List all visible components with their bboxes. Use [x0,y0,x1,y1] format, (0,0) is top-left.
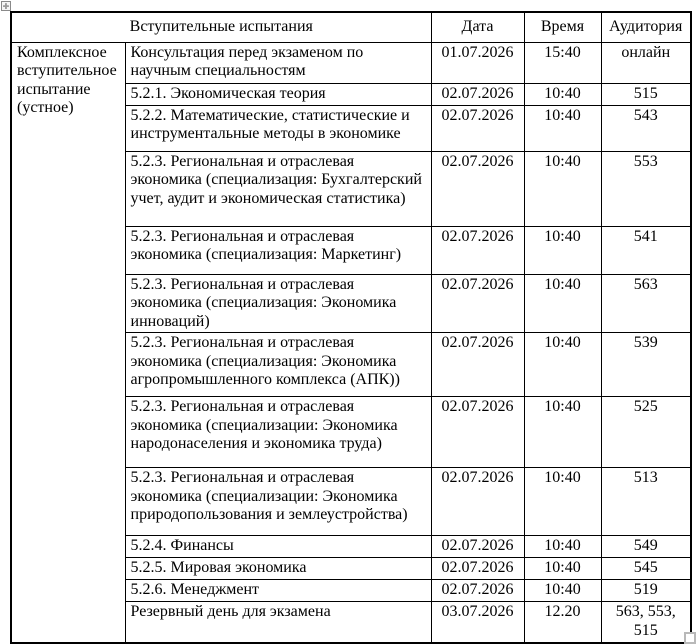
cell-exam-name[interactable]: 5.2.3. Региональная и отраслевая экономика (специализация: Бухгалтерский учет, аудит и экономическая статистика) [125,151,431,226]
cell-time[interactable]: 10:40 [524,580,601,602]
header-room[interactable]: Аудитория [601,12,691,42]
cell-date[interactable]: 02.07.2026 [431,468,524,536]
cell-exam-name[interactable]: Консультация перед экзаменом по научным специальностям [125,42,431,83]
cell-room[interactable]: 515 [601,83,691,105]
header-time[interactable]: Время [524,12,601,42]
header-date[interactable]: Дата [431,12,524,42]
cell-date[interactable]: 02.07.2026 [431,558,524,580]
cell-time[interactable]: 10:40 [524,105,601,151]
table-move-handle-icon[interactable]: ✛ [2,2,10,11]
cell-date[interactable]: 02.07.2026 [431,580,524,602]
cell-room[interactable]: 563 [601,274,691,333]
cell-room[interactable]: 513 [601,468,691,536]
cell-exam-name[interactable]: 5.2.3. Региональная и отраслевая экономика (специализация: Экономика инноваций) [125,274,431,333]
table-resize-handle[interactable] [684,632,696,644]
cell-date[interactable]: 02.07.2026 [431,274,524,333]
cell-date[interactable]: 02.07.2026 [431,83,524,105]
cell-room[interactable]: 545 [601,558,691,580]
cell-exam-name[interactable]: 5.2.6. Менеджмент [125,580,431,602]
header-exams[interactable]: Вступительные испытания [11,12,431,42]
cell-exam-name[interactable]: 5.2.1. Экономическая теория [125,83,431,105]
cell-room[interactable]: 541 [601,226,691,274]
cell-time[interactable]: 10:40 [524,468,601,536]
cell-room[interactable]: 563, 553, 515 [601,602,691,643]
cell-exam-name[interactable]: 5.2.3. Региональная и отраслевая экономика (специализации: Экономика природопользования и землеустройства) [125,468,431,536]
cell-time[interactable]: 10:40 [524,536,601,558]
cell-exam-name[interactable]: 5.2.3. Региональная и отраслевая экономика (специализация: Маркетинг) [125,226,431,274]
cell-date[interactable]: 01.07.2026 [431,42,524,83]
cell-room[interactable]: 539 [601,333,691,397]
table-header-row [11,12,691,42]
cell-exam-name[interactable]: 5.2.2. Математические, статистические и инструментальные методы в экономике [125,105,431,151]
cell-exam-name[interactable]: 5.2.5. Мировая экономика [125,558,431,580]
cell-time[interactable]: 15:40 [524,42,601,83]
cell-date[interactable]: 02.07.2026 [431,151,524,226]
exam-schedule-table [10,11,692,644]
cell-time[interactable]: 12.20 [524,602,601,643]
cell-time[interactable]: 10:40 [524,274,601,333]
cell-time[interactable]: 10:40 [524,151,601,226]
cell-date[interactable]: 02.07.2026 [431,226,524,274]
cell-exam-name[interactable]: 5.2.3. Региональная и отраслевая экономика (специализации: Экономика народонаселения и экономика труда) [125,397,431,468]
cell-time[interactable]: 10:40 [524,397,601,468]
cell-room[interactable]: 525 [601,397,691,468]
cell-exam-name[interactable]: 5.2.3. Региональная и отраслевая экономика (специализация: Экономика агропромышленного комплекса (АПК)) [125,333,431,397]
cell-date[interactable]: 02.07.2026 [431,397,524,468]
cell-room[interactable]: 543 [601,105,691,151]
table-row [11,42,691,83]
cell-room[interactable]: 553 [601,151,691,226]
cell-room[interactable]: онлайн [601,42,691,83]
exam-type-cell[interactable]: Комплексное вступительное испытание (устное) [11,42,125,643]
cell-date[interactable]: 02.07.2026 [431,536,524,558]
cell-room[interactable]: 549 [601,536,691,558]
cell-time[interactable]: 10:40 [524,333,601,397]
cell-time[interactable]: 10:40 [524,226,601,274]
cell-time[interactable]: 10:40 [524,558,601,580]
cell-date[interactable]: 02.07.2026 [431,333,524,397]
cell-time[interactable]: 10:40 [524,83,601,105]
cell-exam-name[interactable]: 5.2.4. Финансы [125,536,431,558]
cell-date[interactable]: 02.07.2026 [431,105,524,151]
cell-date[interactable]: 03.07.2026 [431,602,524,643]
cell-exam-name[interactable]: Резервный день для экзамена [125,602,431,643]
cell-room[interactable]: 519 [601,580,691,602]
